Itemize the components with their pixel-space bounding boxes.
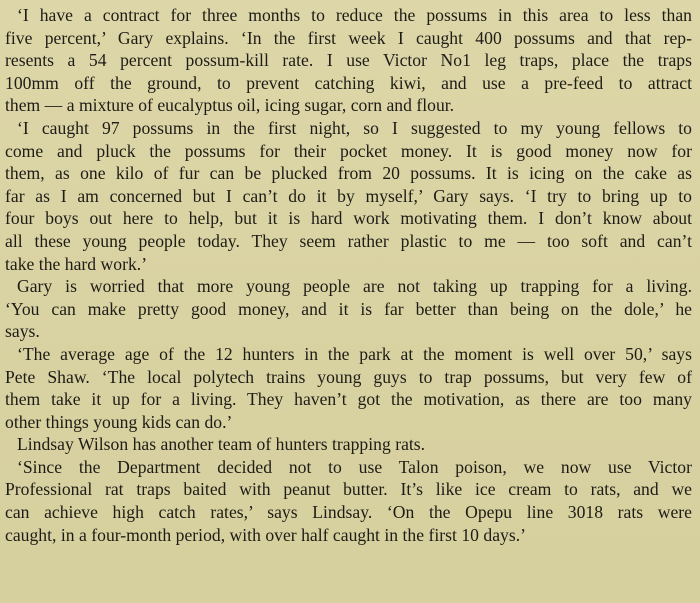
text-line: ‘I have a contract for three months to reduce the possums in this area to less than (17, 5, 692, 25)
text-line: ‘You can make pretty good money, and it is far better than being on the dole,’ he (5, 298, 692, 319)
text-line: can achieve high catch rates,’ says Lindsay. ‘On the Opepu line 3018 rats were (5, 502, 692, 523)
text-line: says. (5, 321, 40, 342)
text-line: 100mm off the ground, to prevent catching kiwi, and use a pre-feed to attract (5, 72, 692, 93)
text-line: Professional rat traps baited with peanut butter. It’s like ice cream to rats, and we (5, 479, 692, 500)
text-line: all these young people today. They seem rather plastic to me — too soft and can’t (5, 230, 692, 251)
text-line: them take it up for a living. They haven’t got the motivation, as there are too many (5, 389, 692, 410)
text-line: Gary is worried that more young people are not taking up trapping for a living. (17, 276, 692, 297)
text-line: four boys out here to help, but it is hard work motivating them. I don’t know about (5, 208, 692, 229)
paragraph-average-age (5, 343, 692, 433)
text-line: caught, in a four-month period, with over half caught in the first 10 days.’ (5, 524, 527, 545)
text-line: them, as one kilo of fur can be plucked from 20 possums. It is icing on the cake as (5, 163, 692, 184)
paragraph-talon-poison (5, 456, 692, 546)
text-line: Lindsay Wilson has another team of hunters trapping rats. (17, 434, 426, 455)
text-line: other things young kids can do.’ (5, 411, 233, 432)
text-line: far as I am concerned but I can’t do it by myself,’ Gary says. ‘I try to bring up to (5, 185, 692, 206)
text-line: Pete Shaw. ‘The local polytech trains young guys to trap possums, but very few of (5, 366, 692, 387)
text-line: resents a 54 percent possum-kill rate. I use Victor No1 leg traps, place the traps (5, 50, 692, 71)
text-line: ‘I caught 97 possums in the first night, so I suggested to my young fellows to (17, 117, 692, 138)
text-line: take the hard work.’ (5, 253, 148, 274)
paragraph-lindsay-team (5, 433, 692, 456)
text-line: five percent,’ Gary explains. ‘In the first week I caught 400 possums and that rep- (5, 27, 692, 48)
paragraph-first-night (5, 117, 692, 275)
text-line: them — a mixture of eucalyptus oil, icing sugar, corn and flour. (5, 95, 455, 116)
text-line: ‘Since the Department decided not to use Talon poison, we now use Victor (17, 456, 692, 477)
text-line: come and pluck the possums for their pocket money. It is good money now for (5, 140, 692, 161)
paragraph-gary-worried (5, 275, 692, 343)
text-line: ‘The average age of the 12 hunters in the park at the moment is well over 50,’ says (17, 343, 692, 364)
paragraph-contract (5, 4, 692, 117)
